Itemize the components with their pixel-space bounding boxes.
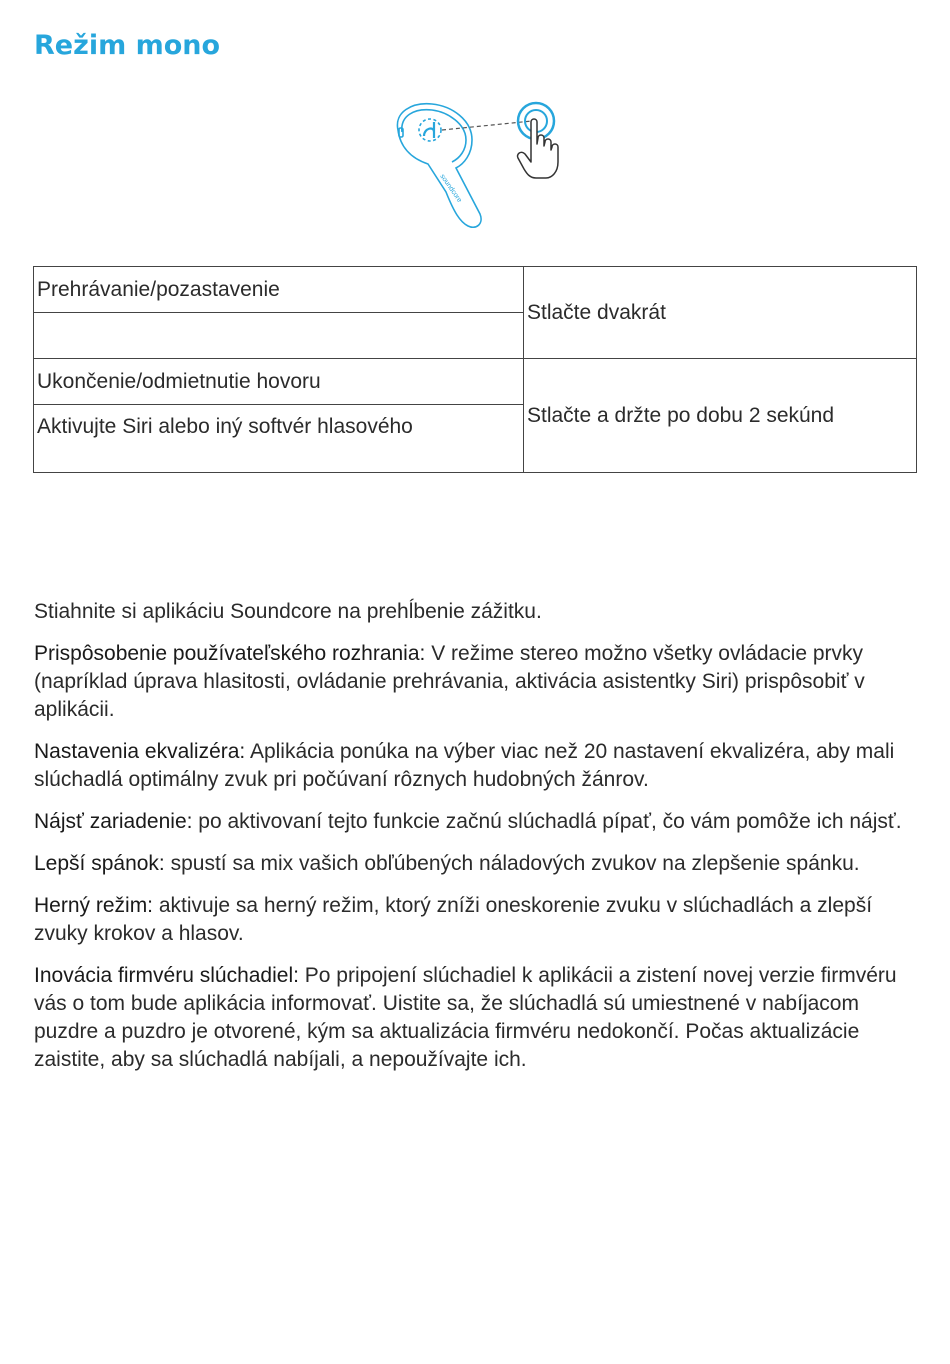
feature-label: Nastavenia ekvalizéra: xyxy=(34,740,246,763)
table-cell-action: Ukončenie/odmietnutie hovoru xyxy=(34,359,524,405)
app-features-section xyxy=(34,598,918,1088)
table-cell-gesture: Stlačte a držte po dobu 2 sekúnd xyxy=(524,359,917,473)
controls-table xyxy=(33,266,917,473)
feature-paragraph xyxy=(34,962,918,1074)
table-cell-action: Aktivujte Siri alebo iný softvér hlasového xyxy=(34,405,524,473)
feature-label: Lepší spánok: xyxy=(34,852,165,875)
feature-text: Po pripojení slúchadiel k aplikácii a zistení novej verzie firmvéru vás o tom bude aplikácia informovať. Uistite sa, že slúchadlá sú umiestnené v nabíjacom puzdre a puzdro je otvorené, kým sa aktualizácia firmvéru nedokončí. Počas aktualizácie zaistite, aby sa slúchadlá nabíjali, a nepoužívajte ich. xyxy=(34,964,897,1071)
feature-label: Herný režim: xyxy=(34,894,154,917)
table-cell-action: Prehrávanie/pozastavenie xyxy=(34,267,524,313)
feature-paragraph xyxy=(34,892,918,948)
feature-text: aktivuje sa herný režim, ktorý zníži oneskorenie zvuku v slúchadlách a zlepší zvuky krokov a hlasov. xyxy=(34,894,873,945)
feature-text: spustí sa mix vašich obľúbených náladových zvukov na zlepšenie spánku. xyxy=(164,852,860,875)
feature-label: Nájsť zariadenie: xyxy=(34,810,193,833)
earbud-icon xyxy=(397,104,481,228)
table-cell-gesture: Stlačte dvakrát xyxy=(524,267,917,359)
feature-text: po aktivovaní tejto funkcie začnú slúchadlá pípať, čo vám pomôže ich nájsť. xyxy=(192,810,902,833)
intro-paragraph: Stiahnite si aplikáciu Soundcore na prehĺbenie zážitku. xyxy=(34,600,542,623)
table-cell-action xyxy=(34,313,524,359)
feature-paragraph xyxy=(34,808,918,836)
feature-paragraph xyxy=(34,738,918,794)
feature-paragraph xyxy=(34,640,918,724)
earbud-tap-illustration xyxy=(380,92,580,237)
feature-paragraph xyxy=(34,850,918,878)
feature-text: Aplikácia ponúka na výber viac než 20 nastavení ekvalizéra, aby mali slúchadlá optimálny zvuk pri počúvaní rôznych hudobných žánrov. xyxy=(34,740,895,791)
brand-logo-text: soundcore xyxy=(438,173,463,204)
page-title: Režim mono xyxy=(34,30,221,61)
feature-text: V režime stereo možno všetky ovládacie prvky (napríklad úprava hlasitosti, ovládanie prehrávania, aktivácia asistentky Siri) prispôsobiť v aplikácii. xyxy=(34,642,865,721)
feature-label: Prispôsobenie používateľského rozhrania: xyxy=(34,642,426,665)
feature-label: Inovácia firmvéru slúchadiel: xyxy=(34,964,299,987)
